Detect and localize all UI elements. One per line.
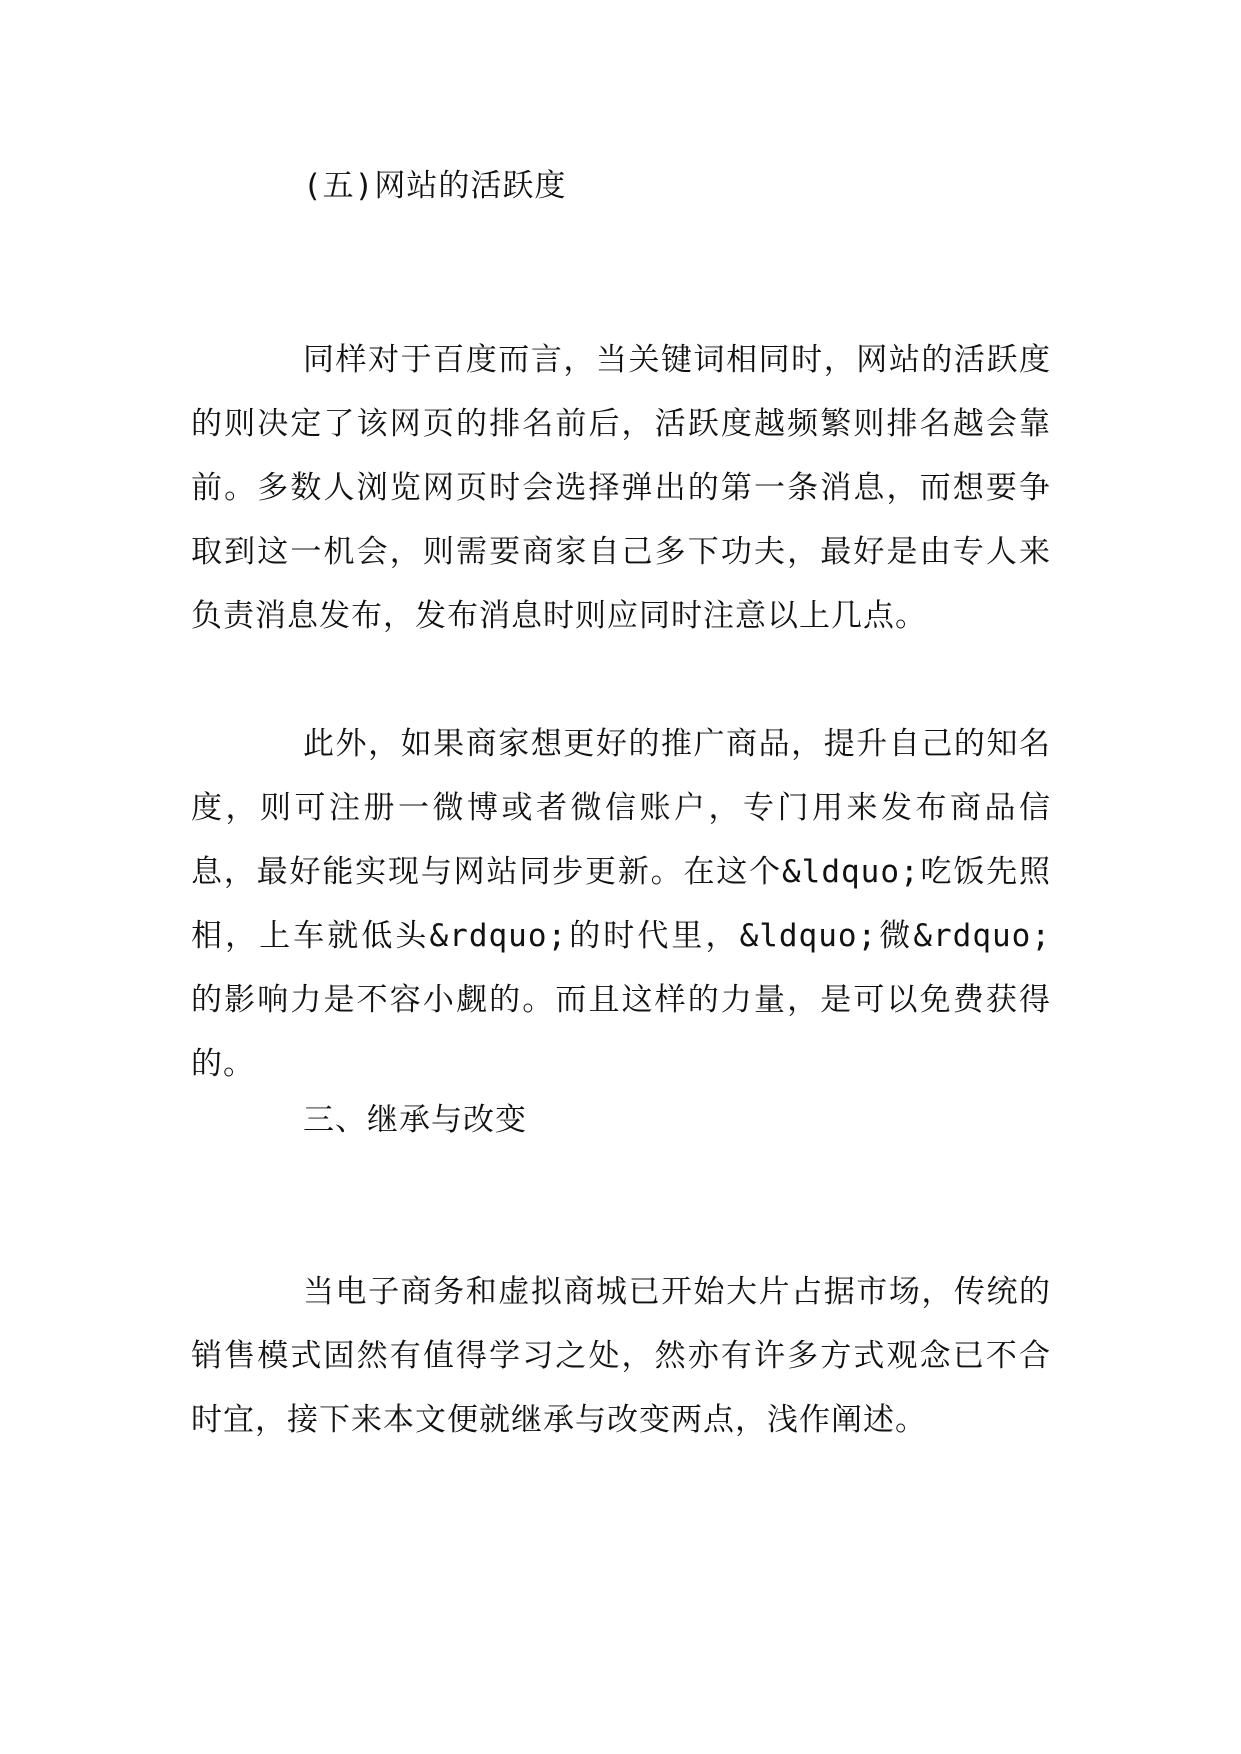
section-heading-5: (五)网站的活跃度 — [303, 168, 567, 204]
paragraph-social-promotion: 此外，如果商家想更好的推广商品，提升自己的知名度，则可注册一微博或者微信账户，专门用来发布商品信息，最好能实现与网站同步更新。在这个&ldquo;吃饭先照相，上车就低头&rdquo;的时代里，&ldquo;微&rdquo;的影响力是不容小觑的。而且这样的力量，是可以免费获得的。 — [191, 726, 1051, 1082]
section-heading-3: 三、继承与改变 — [303, 1102, 527, 1138]
paragraph-inherit-and-change: 当电子商务和虚拟商城已开始大片占据市场，传统的销售模式固然有值得学习之处，然亦有许多方式观念已不合时宜，接下来本文便就继承与改变两点，浅作阐述。 — [191, 1274, 1051, 1438]
paragraph-website-activity: 同样对于百度而言，当关键词相同时，网站的活跃度的则决定了该网页的排名前后，活跃度越频繁则排名越会靠前。多数人浏览网页时会选择弹出的第一条消息，而想要争取到这一机会，则需要商家自己多下功夫，最好是由专人来负责消息发布，发布消息时则应同时注意以上几点。 — [191, 342, 1051, 634]
